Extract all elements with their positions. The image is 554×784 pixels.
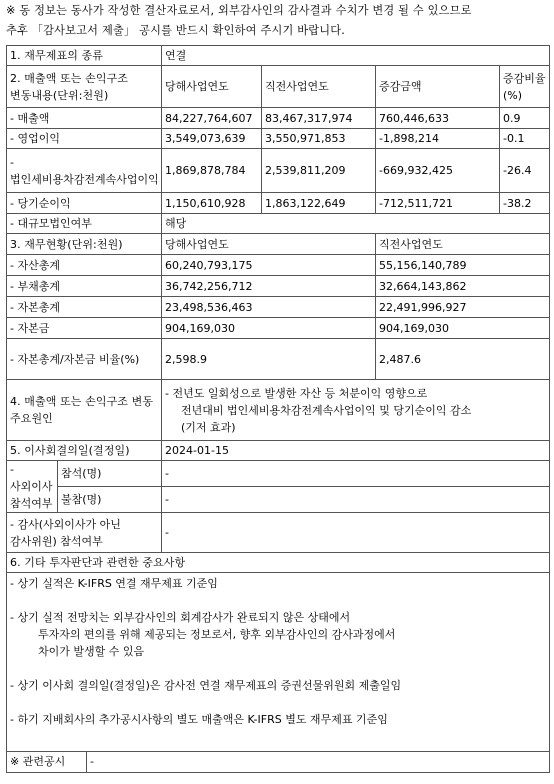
- statement-type-label: 1. 재무제표의 종류: [7, 46, 162, 66]
- operating-income-previous: 3,550,971,853: [262, 129, 376, 149]
- board-date-label: 5. 이사회결의일(결정일): [7, 441, 162, 461]
- row-large-corp: [7, 214, 550, 234]
- row-net-income: [7, 193, 550, 214]
- net-income-rate: -38.2: [500, 193, 550, 214]
- outside-attend-value: -: [162, 461, 550, 487]
- s4-reason-line-2: 전년대비 법인세비용차감전계속사업이익 및 당기순이익 감소: [181, 403, 472, 417]
- s6-item-2: - 상기 실적 전망치는 외부감사인의 회계감사가 완료되지 않은 상태에서: [10, 611, 351, 624]
- large-corp-value: 해당: [162, 214, 550, 234]
- notice-line-1: ※ 동 정보는 동사가 작성한 결산자료로서, 외부감사인의 감사결과 수치가 변경 될 수 있으므로: [6, 4, 472, 17]
- outside-attend-label: 참석(명): [58, 461, 162, 487]
- s2-label: 2. 매출액 또는 손익구조 변동내용(단위:천원): [7, 66, 162, 108]
- related-label: ※ 관련공시: [7, 752, 87, 772]
- total-assets-current: 60,240,793,175: [162, 255, 376, 276]
- s4-label: 4. 매출액 또는 손익구조 변동 주요원인: [7, 380, 162, 441]
- row-board-date: [7, 441, 550, 461]
- outside-absent-value: -: [162, 487, 550, 513]
- revenue-rate: 0.9: [500, 108, 550, 129]
- s4-reason-line-3: (기저 효과): [181, 420, 236, 434]
- s6-item-3: - 상기 이사회 결의일(결정일)은 감사전 연결 재무제표의 증권선물위원회 제출일임: [10, 679, 402, 692]
- outside-director-label: - 사외이사 참석여부: [7, 461, 58, 513]
- s6-item-2-cont-2: 차이가 발생할 수 있음: [38, 645, 145, 658]
- row-s2-header: [7, 66, 550, 108]
- s4-reason-line-1: - 전년도 일회성으로 발생한 자산 등 처분이익 영향으로: [165, 386, 428, 400]
- net-income-change: -712,511,721: [376, 193, 500, 214]
- total-assets-previous: 55,156,140,789: [376, 255, 550, 276]
- operating-income-current: 3,549,073,639: [162, 129, 262, 149]
- total-equity-label: - 자본총계: [7, 297, 162, 318]
- s6-item-4: - 하기 지배회사의 추가공시사항의 별도 매출액은 K-IFRS 별도 재무제표 기준임: [10, 713, 388, 726]
- pretax-income-label: - 법인세비용차감전계속사업이익: [7, 149, 162, 193]
- total-equity-current: 23,498,536,463: [162, 297, 376, 318]
- s4-reason: [162, 380, 550, 441]
- row-s6-header: [7, 553, 550, 573]
- row-total-liabilities: [7, 276, 550, 297]
- row-s3-header: [7, 234, 550, 255]
- row-total-assets: [7, 255, 550, 276]
- net-income-label: - 당기순이익: [7, 193, 162, 214]
- row-capital-stock: [7, 318, 550, 339]
- disclosure-table: [6, 45, 550, 773]
- total-assets-label: - 자산총계: [7, 255, 162, 276]
- operating-income-label: - 영업이익: [7, 129, 162, 149]
- total-liabilities-previous: 32,664,143,862: [376, 276, 550, 297]
- pretax-income-previous: 2,539,811,209: [262, 149, 376, 193]
- auditor-label: - 감사(사외이사가 아닌 감사위원) 참석여부: [7, 513, 162, 553]
- pretax-income-change: -669,932,425: [376, 149, 500, 193]
- pretax-income-rate: -26.4: [500, 149, 550, 193]
- related-cell: [7, 752, 550, 773]
- outside-absent-label: 불참(명): [58, 487, 162, 513]
- row-equity-ratio: [7, 339, 550, 380]
- total-liabilities-current: 36,742,256,712: [162, 276, 376, 297]
- pretax-income-current: 1,869,878,784: [162, 149, 262, 193]
- s6-item-2-cont-1: 투자자의 편의를 위해 제공되는 정보로서, 향후 외부감사인의 감사과정에서: [38, 628, 396, 641]
- s3-label: 3. 재무현황(단위:천원): [7, 234, 162, 255]
- notice: [6, 1, 551, 41]
- s2-header-change: 증감금액: [376, 66, 500, 108]
- net-income-current: 1,150,610,928: [162, 193, 262, 214]
- s2-header-rate: 증감비율 (%): [500, 66, 550, 108]
- revenue-previous: 83,467,317,974: [262, 108, 376, 129]
- equity-ratio-previous: 2,487.6: [376, 339, 550, 380]
- total-liabilities-label: - 부채총계: [7, 276, 162, 297]
- operating-income-change: -1,898,214: [376, 129, 500, 149]
- large-corp-label: - 대규모법인여부: [7, 214, 162, 234]
- s6-label: 6. 기타 투자판단과 관련한 중요사항: [7, 553, 550, 573]
- row-outside-absent: [7, 487, 550, 513]
- capital-stock-label: - 자본금: [7, 318, 162, 339]
- row-s6-body: [7, 573, 550, 752]
- revenue-current: 84,227,764,607: [162, 108, 262, 129]
- s3-header-current: 당해사업연도: [162, 234, 376, 255]
- equity-ratio-label: - 자본총계/자본금 비율(%): [7, 339, 162, 380]
- row-auditor: [7, 513, 550, 553]
- row-s4: [7, 380, 550, 441]
- equity-ratio-current: 2,598.9: [162, 339, 376, 380]
- row-revenue: [7, 108, 550, 129]
- row-statement-type: [7, 46, 550, 66]
- capital-stock-current: 904,169,030: [162, 318, 376, 339]
- row-outside-attend: [7, 461, 550, 487]
- row-pretax-income: [7, 149, 550, 193]
- operating-income-rate: -0.1: [500, 129, 550, 149]
- s3-header-previous: 직전사업연도: [376, 234, 550, 255]
- s2-header-previous: 직전사업연도: [262, 66, 376, 108]
- total-equity-previous: 22,491,996,927: [376, 297, 550, 318]
- notice-line-2: 추후 「감사보고서 제출」 공시를 반드시 확인하여 주시기 바랍니다.: [6, 24, 346, 37]
- auditor-value: -: [162, 513, 550, 553]
- row-operating-income: [7, 129, 550, 149]
- s6-item-1: - 상기 실적은 K-IFRS 연결 재무제표 기준임: [10, 577, 218, 590]
- revenue-change: 760,446,633: [376, 108, 500, 129]
- statement-type-value: 연결: [162, 46, 550, 66]
- related-value: -: [90, 755, 94, 768]
- capital-stock-previous: 904,169,030: [376, 318, 550, 339]
- revenue-label: - 매출액: [7, 108, 162, 129]
- row-total-equity: [7, 297, 550, 318]
- net-income-previous: 1,863,122,649: [262, 193, 376, 214]
- board-date-value: 2024-01-15: [162, 441, 550, 461]
- s6-body: [7, 573, 550, 752]
- s2-header-current: 당해사업연도: [162, 66, 262, 108]
- row-related: [7, 752, 550, 773]
